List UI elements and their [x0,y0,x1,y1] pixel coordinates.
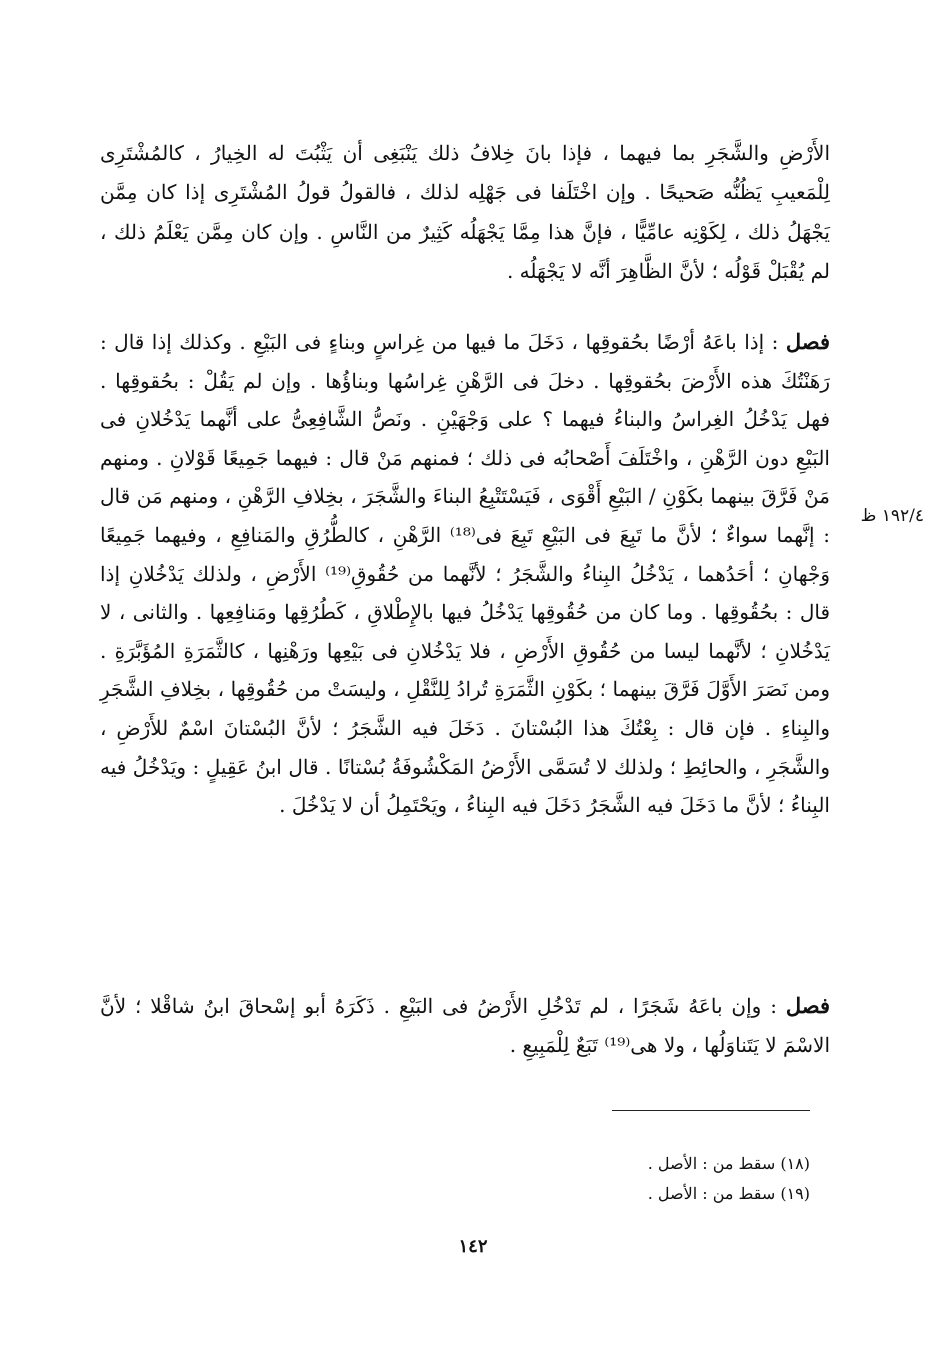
section-heading-fasl: فصل [785,993,831,1018]
footnote-18: (١٨) سقط من : الأصل . [647,1154,810,1173]
footnote-divider [612,1110,810,1111]
footnote-19: (١٩) سقط من : الأصل . [647,1184,810,1203]
footnotes [500,1149,810,1209]
paragraph-1-text: الأَرْضِ والشَّجَرِ بما فيهما ، فإذا بانَ خِلافُ ذلك يَنْبَغِى أن يَثْبُتَ له الخِيارُ ، كالمُشْتَرِى لِلْمَعيبِ يَظُنُّه صَحيحًا . وإن اخْتَلَفا فى جَهْلِه لذلك ، فالقولُ قولُ المُشْتَرِى إذا كان مِمَّن يَجْهَلُ ذلك ، لِكَوْنِه عامِّيًّا ، فإنَّ هذا مِمَّا يَجْهَلُه كَثِيرٌ من النَّاسِ . وإن كان مِمَّن يَعْلَمُ ذلك ، لم يُقْبَلْ قَوْلُه ؛ لأنَّ الظَّاهِرَ أنَّه لا يَجْهَلُه . [100,141,830,283]
section-heading-fasl: فصل [785,329,831,354]
paragraph-3 [100,987,830,1077]
paragraph-2 [100,323,830,983]
manuscript-folio-note: ١٩٢/٤ ظ [860,506,924,526]
paragraph-2-text: : إذا باعَهُ أرْضًا بحُقوقِها ، دَخَلَ ما فيها من غِراسٍ وبناءٍ فى البَيْعِ . وكذلك إذا قال : رَهَنْتُكَ هذه الأَرْضَ بحُقوقِها . دخلَ فى الرَّهْنِ غِراسُها وبناؤُها . وإن لم يَقُلْ : بحُقوقِها . فهل يَدْخُلُ الغِراسُ والبناءُ فيهما ؟ على وَجْهَيْنِ . ونَصُّ الشَّافِعِىُّ على أنَّهما يَدْخُلانِ فى البَيْعِ دون الرَّهْنِ ، واخْتَلَفَ أَصْحابُه فى ذلك ؛ فمنهم مَنْ قال : فيهما جَمِيعًا قَوْلانِ . ومنهم مَنْ فَرَّقَ بينهما بكَوْنِ / البَيْعِ أَقْوَى ، فَيَسْتَتْبِعُ البناءَ والشَّجَرَ ، بخِلافِ الرَّهْنِ ، ومنهم مَن قال : إنَّهما سواءٌ ؛ لأنَّ ما تَبِعَ فى البَيْعِ تَبِعَ فى⁽¹⁸⁾ الرَّهْنِ ، كالطُّرُقِ والمَنافِعِ ، وفيهما جَمِيعًا وَجْهانِ ؛ أحَدُهما ، يَدْخُلُ البِناءُ والشَّجَرُ ؛ لأنَّهما من حُقُوقِ⁽¹⁹⁾ الأَرْضِ ، ولذلك يَدْخُلانِ إذا قال : بحُقُوقِها . وما كان من حُقُوقِها يَدْخُلُ فيها بالإِطْلاقِ ، كَطُرُقِها ومَنافِعِها . والثانى ، لا يَدْخُلانِ ؛ لأنَّهما ليسا من حُقُوقِ الأَرْضِ ، فلا يَدْخُلانِ فى بَيْعِها ورَهْنِها ، كالثَّمَرَةِ المُؤَبَّرَةِ . ومن نَصَرَ الأَوَّلَ فَرَّقَ بينهما ؛ بكَوْنِ الثَّمَرَةِ تُرادُ لِلنَّقْلِ ، وليسَتْ من حُقُوقِها ، بخِلافِ الشَّجَرِ والبِناءِ . فإن قال : بِعْتُكَ هذا البُسْتانَ . دَخَلَ فيه الشَّجَرُ ؛ لأنَّ البُسْتانَ اسْمٌ للأَرْضِ ، والشَّجَرِ ، والحائِطِ ؛ ولذلك لا تُسَمَّى الأَرْضُ المَكْشُوفَةُ بُسْتانًا . قال ابنُ عَقِيلٍ : ويَدْخُلُ فيه البِناءُ ؛ لأنَّ ما دَخَلَ فيه الشَّجَرُ دَخَلَ فيه البِناءُ ، ويَحْتَمِلُ أن لا يَدْخُلَ . [100,330,830,818]
paragraph-3-text: : وإن باعَهُ شَجَرًا ، لم تَدْخُلِ الأَرْضُ فى البَيْعِ . ذَكَرَهُ أبو إسْحاقَ ابنُ شاقْلا ؛ لأنَّ الاسْمَ لا يَتَناوَلُها ، ولا هى⁽¹⁹⁾ تَبَعٌ لِلْمَبِيعِ . [100,994,830,1057]
paragraph-1 [100,134,830,334]
page-number: ١٤٢ [458,1236,488,1257]
